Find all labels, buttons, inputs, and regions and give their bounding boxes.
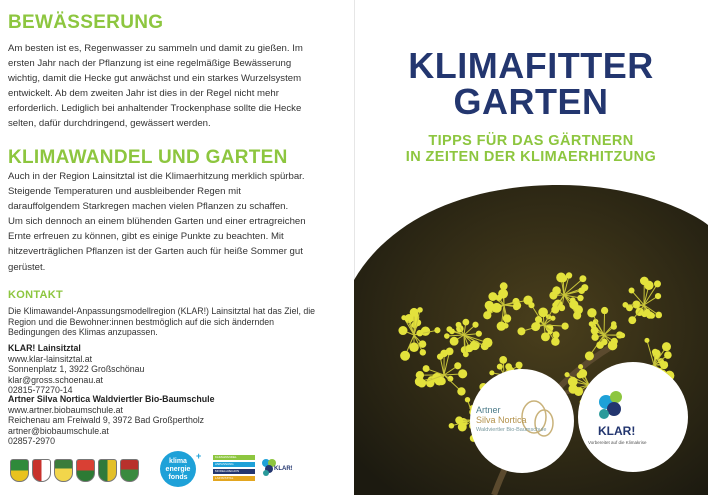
klar-contact-name: KLAR! Lainsitztal <box>8 343 81 353</box>
subtitle-line-1: TIPPS FÜR DAS GÄRTNERN <box>428 133 634 149</box>
subtitle-line-2: IN ZEITEN DER KLIMAERHITZUNG <box>405 149 657 165</box>
main-title <box>354 45 708 122</box>
klar-dots-icon <box>578 362 688 472</box>
artner-contact-name: Artner Silva Nortica Waldviertler Bio-Baumschule <box>8 394 215 404</box>
klimafonds-logo: klima energie fonds <box>160 451 196 487</box>
klar-contact-block <box>8 343 328 396</box>
bar-label: MODELLREGION <box>213 469 255 474</box>
partner-logos-row <box>10 451 340 489</box>
bar-label: ANPASSUNG <box>213 462 255 467</box>
klimawandel-heading: KLIMAWANDEL UND GARTEN <box>8 147 288 168</box>
subtitle <box>354 133 708 165</box>
municipal-crest-logo <box>98 459 117 482</box>
artner-logo-line-3: Waldviertler Bio-Baumschule <box>476 427 547 433</box>
bar-label: KLIMAWANDEL <box>213 455 255 460</box>
artner-contact-email[interactable]: artner@biobaumschule.at <box>8 425 109 436</box>
kontakt-heading: KONTAKT <box>8 289 64 301</box>
main-title-line-2: GARTEN <box>453 81 609 122</box>
kontakt-text: Die Klimawandel-Anpassungsmodellregion (KLAR!) Lainsitztal hat das Ziel, die Region und die Bewohner:innen bestmöglich auf die sich ändernden Bedingungen des Klimas anzupassen. <box>8 306 316 338</box>
bewaesserung-heading: BEWÄSSERUNG <box>8 12 164 33</box>
klar-contact-email[interactable]: klar@gross.schoenau.at <box>8 374 103 385</box>
artner-logo-text <box>476 405 566 435</box>
artner-logo-line-2: Silva Nortica <box>476 415 527 425</box>
municipal-crest-logo <box>76 459 95 482</box>
artner-contact-phone: 02857-2970 <box>8 436 55 447</box>
klimawandel-text <box>8 169 313 275</box>
right-panel <box>354 0 708 495</box>
klar-contact-web[interactable]: www.klar-lainsitztal.at <box>8 353 93 364</box>
klar-small-label: KLAR! <box>274 466 293 472</box>
klar-logo-name: KLAR! <box>598 424 636 438</box>
klimawandel-paragraph-1: Auch in der Region Lainsitztal ist die Klimaerhitzung merklich spürbar. Steigende Temperaturen und ausbleibender Regen mit darauffolgendem Starkregen machen vielen Pflanzen zu schaffen. <box>8 171 305 213</box>
bewaesserung-text: Am besten ist es, Regenwasser zu sammeln und damit zu gießen. Im ersten Jahr nach der Pflanzung ist eine regelmäßige Bewässerung wichtig, damit die Hecke gut anwächst und ein starkes Wurzelsystem entwickelt. Ab dem zweiten Jahr ist dies in der Regel nicht mehr erforderlich. Lediglich bei anhaltender Trockenphase sollte die Hecke selten, dafür durchdringend, gewässert werden. <box>8 43 303 130</box>
municipal-crest-logo <box>54 459 73 482</box>
main-title-line-1: KLIMAFITTER <box>408 45 654 86</box>
artner-contact-web[interactable]: www.artner.biobaumschule.at <box>8 404 123 415</box>
klar-logo-claim: Vorbereitet auf die Klimakrise <box>588 440 647 445</box>
artner-logo-line-1: Artner <box>476 405 501 415</box>
klar-logo-badge <box>578 362 688 472</box>
artner-logo-badge <box>470 369 574 473</box>
bar-label: LAINSITZTAL <box>213 476 255 481</box>
klar-contact-phone: 02815-77270-14 <box>8 385 73 396</box>
klar-small-logo <box>260 457 295 483</box>
artner-contact-address: Reichenau am Freiwald 9, 3972 Bad Großpertholz <box>8 415 205 426</box>
municipal-crest-logo <box>120 459 139 482</box>
klimawandel-paragraph-2: Um sich dennoch an einem blühenden Garten und einer ertragreichen Ernte erfreuen zu können, gibt es einige Punkte zu beachten. Mit hitzeverträglichen Pflanzen ist der Garten auch für heiße Sommer gut gerüstet. <box>8 216 306 273</box>
plus-icon: + <box>196 451 202 461</box>
municipal-crest-logo <box>32 459 51 482</box>
artner-contact-block <box>8 394 328 447</box>
klar-region-bars-logo <box>213 455 255 483</box>
klar-contact-address: Sonnenplatz 1, 3922 Großschönau <box>8 364 145 375</box>
municipal-crest-logo <box>10 459 29 482</box>
